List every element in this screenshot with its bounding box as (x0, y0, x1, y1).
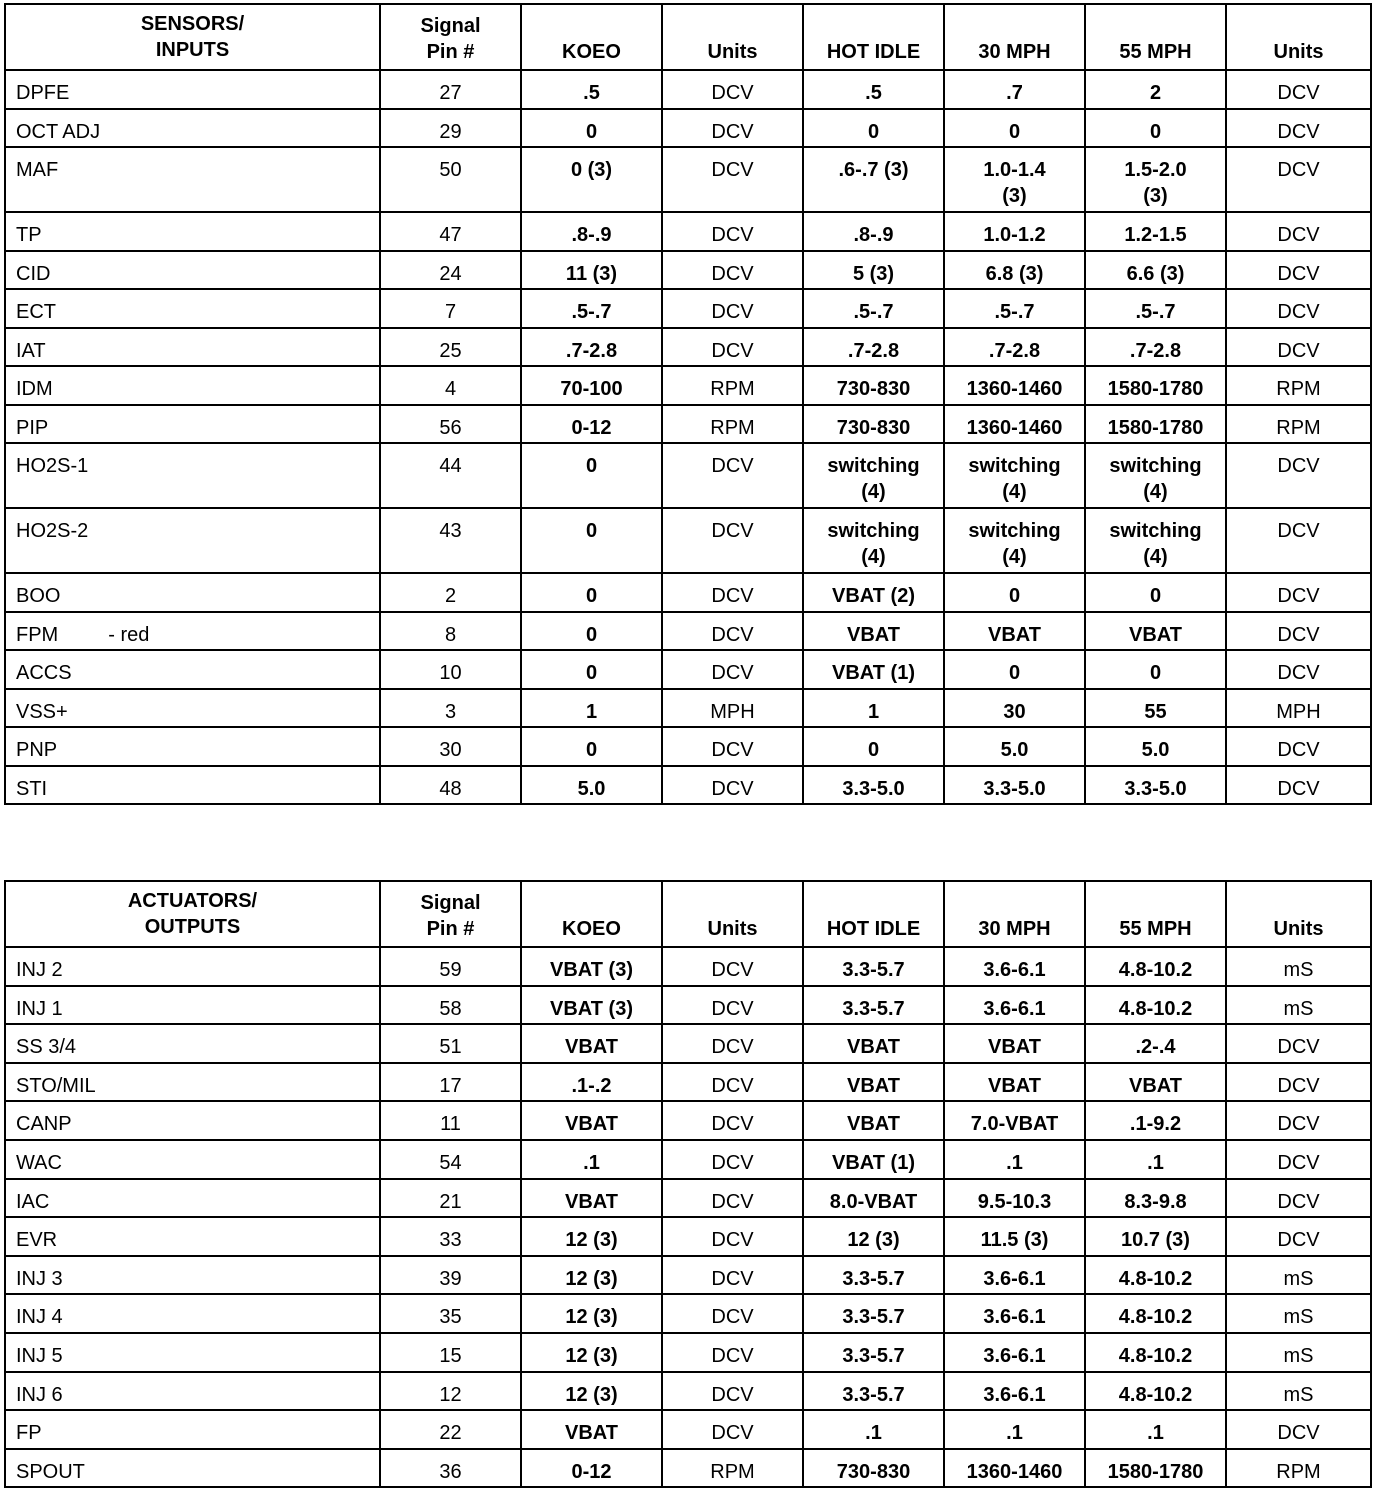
header-hot-idle: HOT IDLE (803, 4, 944, 70)
cell-units-2: RPM (1226, 405, 1371, 444)
cell-55-mph: 1580-1780 (1085, 405, 1226, 444)
cell-signal-pin: 24 (380, 251, 521, 290)
cell-units: MPH (662, 689, 803, 728)
cell-30-mph: 6.8 (3) (944, 251, 1085, 290)
header-koeo: KOEO (521, 881, 662, 947)
cell-units-2: DCV (1226, 727, 1371, 766)
cell-units: DCV (662, 212, 803, 251)
cell-name: INJ 5 (5, 1333, 380, 1372)
cell-30-mph: 3.6-6.1 (944, 1294, 1085, 1333)
cell-units-2: mS (1226, 1333, 1371, 1372)
cell-koeo: 12 (3) (521, 1372, 662, 1411)
cell-units-2: DCV (1226, 1217, 1371, 1256)
cell-units-2: DCV (1226, 573, 1371, 612)
cell-name: CANP (5, 1101, 380, 1140)
cell-koeo: 12 (3) (521, 1333, 662, 1372)
cell-koeo: VBAT (521, 1024, 662, 1063)
cell-hot-idle: VBAT (2) (803, 573, 944, 612)
table-row (5, 147, 1371, 212)
cell-30-mph: 1.0-1.2 (944, 212, 1085, 251)
table-row (5, 986, 1371, 1025)
cell-koeo: 0 (521, 612, 662, 651)
cell-units: DCV (662, 766, 803, 805)
header-units: Units (662, 881, 803, 947)
table-row (5, 612, 1371, 651)
cell-signal-pin: 59 (380, 947, 521, 986)
cell-name: BOO (5, 573, 380, 612)
cell-hot-idle: 730-830 (803, 366, 944, 405)
cell-55-mph: 3.3-5.0 (1085, 766, 1226, 805)
cell-55-mph: .5-.7 (1085, 289, 1226, 328)
cell-units-2: mS (1226, 947, 1371, 986)
cell-units: DCV (662, 1063, 803, 1102)
table-row (5, 1449, 1371, 1488)
header-55-mph: 55 MPH (1085, 4, 1226, 70)
cell-name: DPFE (5, 70, 380, 109)
actuators-outputs-table (4, 880, 1372, 1488)
cell-units-2: DCV (1226, 1063, 1371, 1102)
cell-units: RPM (662, 1449, 803, 1488)
cell-units: DCV (662, 573, 803, 612)
table-row (5, 109, 1371, 148)
cell-signal-pin: 36 (380, 1449, 521, 1488)
cell-55-mph: 5.0 (1085, 727, 1226, 766)
cell-hot-idle: .1 (803, 1410, 944, 1449)
cell-signal-pin: 39 (380, 1256, 521, 1295)
table-row (5, 443, 1371, 508)
cell-units: DCV (662, 1140, 803, 1179)
cell-name: FPM - red (5, 612, 380, 651)
cell-hot-idle: 3.3-5.7 (803, 986, 944, 1025)
cell-30-mph: 1360-1460 (944, 366, 1085, 405)
cell-55-mph: .2-.4 (1085, 1024, 1226, 1063)
header-row (5, 881, 1371, 947)
cell-hot-idle: VBAT (803, 1024, 944, 1063)
cell-signal-pin: 25 (380, 328, 521, 367)
cell-units: DCV (662, 650, 803, 689)
cell-55-mph: .1 (1085, 1410, 1226, 1449)
cell-units-2: MPH (1226, 689, 1371, 728)
cell-units: DCV (662, 289, 803, 328)
cell-koeo: 70-100 (521, 366, 662, 405)
cell-55-mph: 4.8-10.2 (1085, 1372, 1226, 1411)
header-signal-pin: Signal Pin # (380, 4, 521, 70)
cell-units-2: DCV (1226, 612, 1371, 651)
cell-units-2: DCV (1226, 650, 1371, 689)
cell-units-2: mS (1226, 1256, 1371, 1295)
cell-units: DCV (662, 443, 803, 508)
cell-units: DCV (662, 328, 803, 367)
cell-30-mph: VBAT (944, 612, 1085, 651)
table-row (5, 1063, 1371, 1102)
cell-units: DCV (662, 947, 803, 986)
cell-name: OCT ADJ (5, 109, 380, 148)
header-30-mph: 30 MPH (944, 881, 1085, 947)
cell-koeo: .8-.9 (521, 212, 662, 251)
cell-name: PIP (5, 405, 380, 444)
cell-koeo: 12 (3) (521, 1217, 662, 1256)
cell-koeo: VBAT (3) (521, 947, 662, 986)
cell-signal-pin: 29 (380, 109, 521, 148)
cell-30-mph: 3.6-6.1 (944, 1256, 1085, 1295)
cell-30-mph: 1360-1460 (944, 1449, 1085, 1488)
cell-name: SS 3/4 (5, 1024, 380, 1063)
cell-30-mph: 7.0-VBAT (944, 1101, 1085, 1140)
cell-30-mph: switching (4) (944, 508, 1085, 573)
cell-units-2: DCV (1226, 1410, 1371, 1449)
cell-units-2: DCV (1226, 147, 1371, 212)
cell-hot-idle: VBAT (803, 1101, 944, 1140)
cell-name: INJ 3 (5, 1256, 380, 1295)
cell-signal-pin: 48 (380, 766, 521, 805)
table-row (5, 947, 1371, 986)
cell-koeo: VBAT (521, 1101, 662, 1140)
cell-hot-idle: switching (4) (803, 443, 944, 508)
cell-units-2: DCV (1226, 508, 1371, 573)
table-row (5, 251, 1371, 290)
cell-name: HO2S-2 (5, 508, 380, 573)
cell-hot-idle: VBAT (803, 1063, 944, 1102)
table-row (5, 289, 1371, 328)
table-row (5, 766, 1371, 805)
cell-signal-pin: 47 (380, 212, 521, 251)
cell-30-mph: 0 (944, 650, 1085, 689)
cell-units: DCV (662, 1101, 803, 1140)
cell-signal-pin: 44 (380, 443, 521, 508)
sensors-inputs-table (4, 3, 1372, 805)
table-row (5, 1024, 1371, 1063)
cell-units: DCV (662, 1256, 803, 1295)
cell-signal-pin: 51 (380, 1024, 521, 1063)
cell-55-mph: .1 (1085, 1140, 1226, 1179)
cell-koeo: .5 (521, 70, 662, 109)
cell-units: DCV (662, 1410, 803, 1449)
table-row (5, 1179, 1371, 1218)
cell-name: STO/MIL (5, 1063, 380, 1102)
cell-55-mph: .1-9.2 (1085, 1101, 1226, 1140)
cell-koeo: 0 (521, 443, 662, 508)
cell-units: DCV (662, 1024, 803, 1063)
cell-hot-idle: 8.0-VBAT (803, 1179, 944, 1218)
cell-30-mph: 1.0-1.4 (3) (944, 147, 1085, 212)
cell-signal-pin: 35 (380, 1294, 521, 1333)
cell-units: DCV (662, 1217, 803, 1256)
table-row (5, 1410, 1371, 1449)
cell-signal-pin: 15 (380, 1333, 521, 1372)
cell-koeo: .1 (521, 1140, 662, 1179)
cell-hot-idle: .8-.9 (803, 212, 944, 251)
cell-55-mph: VBAT (1085, 612, 1226, 651)
cell-30-mph: 5.0 (944, 727, 1085, 766)
cell-hot-idle: .5 (803, 70, 944, 109)
cell-units-2: mS (1226, 986, 1371, 1025)
cell-55-mph: 0 (1085, 573, 1226, 612)
cell-units-2: DCV (1226, 251, 1371, 290)
cell-signal-pin: 11 (380, 1101, 521, 1140)
cell-koeo: 0 (3) (521, 147, 662, 212)
cell-units-2: DCV (1226, 70, 1371, 109)
table-row (5, 1140, 1371, 1179)
header-55-mph: 55 MPH (1085, 881, 1226, 947)
cell-hot-idle: 1 (803, 689, 944, 728)
cell-units: DCV (662, 251, 803, 290)
cell-koeo: VBAT (3) (521, 986, 662, 1025)
cell-units: RPM (662, 366, 803, 405)
table-row (5, 328, 1371, 367)
cell-hot-idle: .5-.7 (803, 289, 944, 328)
cell-koeo: .1-.2 (521, 1063, 662, 1102)
cell-koeo: 0 (521, 727, 662, 766)
header-hot-idle: HOT IDLE (803, 881, 944, 947)
cell-signal-pin: 4 (380, 366, 521, 405)
cell-units-2: mS (1226, 1294, 1371, 1333)
cell-signal-pin: 22 (380, 1410, 521, 1449)
table-row (5, 1101, 1371, 1140)
cell-name: ECT (5, 289, 380, 328)
cell-hot-idle: 730-830 (803, 1449, 944, 1488)
cell-hot-idle: switching (4) (803, 508, 944, 573)
cell-koeo: 5.0 (521, 766, 662, 805)
cell-30-mph: .7-2.8 (944, 328, 1085, 367)
cell-hot-idle: 3.3-5.7 (803, 947, 944, 986)
cell-55-mph: 4.8-10.2 (1085, 986, 1226, 1025)
cell-signal-pin: 8 (380, 612, 521, 651)
cell-units-2: DCV (1226, 1179, 1371, 1218)
table-row (5, 573, 1371, 612)
table-row (5, 1217, 1371, 1256)
cell-hot-idle: 3.3-5.7 (803, 1372, 944, 1411)
cell-55-mph: 2 (1085, 70, 1226, 109)
table-row (5, 508, 1371, 573)
cell-signal-pin: 17 (380, 1063, 521, 1102)
cell-name: IDM (5, 366, 380, 405)
cell-30-mph: switching (4) (944, 443, 1085, 508)
cell-30-mph: VBAT (944, 1063, 1085, 1102)
cell-55-mph: 4.8-10.2 (1085, 1333, 1226, 1372)
table-row (5, 1333, 1371, 1372)
cell-55-mph: 4.8-10.2 (1085, 1294, 1226, 1333)
cell-hot-idle: 12 (3) (803, 1217, 944, 1256)
cell-30-mph: .7 (944, 70, 1085, 109)
cell-55-mph: switching (4) (1085, 443, 1226, 508)
cell-signal-pin: 56 (380, 405, 521, 444)
cell-name: PNP (5, 727, 380, 766)
cell-units: DCV (662, 986, 803, 1025)
cell-signal-pin: 21 (380, 1179, 521, 1218)
header-units: Units (662, 4, 803, 70)
table-row (5, 212, 1371, 251)
cell-units-2: DCV (1226, 212, 1371, 251)
cell-hot-idle: 3.3-5.7 (803, 1333, 944, 1372)
cell-55-mph: 1580-1780 (1085, 1449, 1226, 1488)
cell-hot-idle: 730-830 (803, 405, 944, 444)
cell-koeo: .5-.7 (521, 289, 662, 328)
cell-koeo: .7-2.8 (521, 328, 662, 367)
cell-55-mph: 0 (1085, 109, 1226, 148)
cell-name: INJ 4 (5, 1294, 380, 1333)
cell-30-mph: 3.6-6.1 (944, 947, 1085, 986)
cell-koeo: 0-12 (521, 405, 662, 444)
cell-koeo: 0 (521, 109, 662, 148)
cell-signal-pin: 54 (380, 1140, 521, 1179)
cell-name: STI (5, 766, 380, 805)
cell-units-2: DCV (1226, 289, 1371, 328)
cell-name: IAC (5, 1179, 380, 1218)
cell-30-mph: 11.5 (3) (944, 1217, 1085, 1256)
cell-signal-pin: 58 (380, 986, 521, 1025)
cell-name: INJ 1 (5, 986, 380, 1025)
cell-30-mph: 30 (944, 689, 1085, 728)
cell-hot-idle: 0 (803, 727, 944, 766)
cell-30-mph: 3.6-6.1 (944, 1333, 1085, 1372)
cell-units-2: DCV (1226, 109, 1371, 148)
cell-55-mph: 1580-1780 (1085, 366, 1226, 405)
cell-30-mph: 0 (944, 109, 1085, 148)
cell-units-2: mS (1226, 1372, 1371, 1411)
cell-units: DCV (662, 508, 803, 573)
cell-units-2: DCV (1226, 443, 1371, 508)
table-row (5, 727, 1371, 766)
table-row (5, 650, 1371, 689)
cell-hot-idle: 0 (803, 109, 944, 148)
cell-units-2: DCV (1226, 328, 1371, 367)
cell-units: DCV (662, 1294, 803, 1333)
cell-name: MAF (5, 147, 380, 212)
cell-signal-pin: 27 (380, 70, 521, 109)
cell-signal-pin: 10 (380, 650, 521, 689)
cell-30-mph: .1 (944, 1410, 1085, 1449)
cell-units-2: RPM (1226, 1449, 1371, 1488)
cell-hot-idle: 3.3-5.7 (803, 1294, 944, 1333)
cell-signal-pin: 3 (380, 689, 521, 728)
cell-30-mph: .1 (944, 1140, 1085, 1179)
header-koeo: KOEO (521, 4, 662, 70)
table-row (5, 405, 1371, 444)
cell-signal-pin: 43 (380, 508, 521, 573)
cell-units-2: DCV (1226, 766, 1371, 805)
cell-name: WAC (5, 1140, 380, 1179)
cell-hot-idle: VBAT (1) (803, 1140, 944, 1179)
cell-units-2: DCV (1226, 1101, 1371, 1140)
header-30-mph: 30 MPH (944, 4, 1085, 70)
cell-name: IAT (5, 328, 380, 367)
cell-units-2: DCV (1226, 1140, 1371, 1179)
cell-hot-idle: 3.3-5.7 (803, 1256, 944, 1295)
cell-55-mph: 10.7 (3) (1085, 1217, 1226, 1256)
table-row (5, 1256, 1371, 1295)
table-row (5, 70, 1371, 109)
cell-30-mph: VBAT (944, 1024, 1085, 1063)
cell-name: CID (5, 251, 380, 290)
cell-units: DCV (662, 612, 803, 651)
cell-name: INJ 2 (5, 947, 380, 986)
cell-hot-idle: 5 (3) (803, 251, 944, 290)
cell-units: RPM (662, 405, 803, 444)
cell-55-mph: 4.8-10.2 (1085, 1256, 1226, 1295)
header-name: SENSORS/ INPUTS (5, 4, 380, 70)
cell-hot-idle: VBAT (1) (803, 650, 944, 689)
cell-55-mph: 1.5-2.0 (3) (1085, 147, 1226, 212)
cell-units-2: RPM (1226, 366, 1371, 405)
table-row (5, 366, 1371, 405)
cell-name: TP (5, 212, 380, 251)
cell-55-mph: 6.6 (3) (1085, 251, 1226, 290)
cell-55-mph: .7-2.8 (1085, 328, 1226, 367)
cell-name: FP (5, 1410, 380, 1449)
cell-koeo: 0-12 (521, 1449, 662, 1488)
cell-units: DCV (662, 1372, 803, 1411)
cell-units: DCV (662, 727, 803, 766)
cell-55-mph: switching (4) (1085, 508, 1226, 573)
cell-koeo: VBAT (521, 1410, 662, 1449)
cell-koeo: 0 (521, 650, 662, 689)
cell-30-mph: .5-.7 (944, 289, 1085, 328)
cell-signal-pin: 33 (380, 1217, 521, 1256)
cell-hot-idle: .6-.7 (3) (803, 147, 944, 212)
cell-name: ACCS (5, 650, 380, 689)
cell-koeo: 1 (521, 689, 662, 728)
cell-units: DCV (662, 109, 803, 148)
header-name: ACTUATORS/ OUTPUTS (5, 881, 380, 947)
cell-koeo: 0 (521, 508, 662, 573)
cell-koeo: 11 (3) (521, 251, 662, 290)
cell-name: INJ 6 (5, 1372, 380, 1411)
cell-name: HO2S-1 (5, 443, 380, 508)
cell-hot-idle: .7-2.8 (803, 328, 944, 367)
cell-koeo: 0 (521, 573, 662, 612)
table-row (5, 1372, 1371, 1411)
table-row (5, 689, 1371, 728)
table-row (5, 1294, 1371, 1333)
cell-name: EVR (5, 1217, 380, 1256)
cell-30-mph: 3.6-6.1 (944, 986, 1085, 1025)
header-row (5, 4, 1371, 70)
header-signal-pin: Signal Pin # (380, 881, 521, 947)
cell-30-mph: 3.3-5.0 (944, 766, 1085, 805)
cell-hot-idle: VBAT (803, 612, 944, 651)
cell-koeo: VBAT (521, 1179, 662, 1218)
cell-units-2: DCV (1226, 1024, 1371, 1063)
header-units-2: Units (1226, 881, 1371, 947)
cell-signal-pin: 12 (380, 1372, 521, 1411)
cell-signal-pin: 7 (380, 289, 521, 328)
cell-30-mph: 1360-1460 (944, 405, 1085, 444)
cell-55-mph: VBAT (1085, 1063, 1226, 1102)
cell-55-mph: 1.2-1.5 (1085, 212, 1226, 251)
cell-name: SPOUT (5, 1449, 380, 1488)
cell-55-mph: 55 (1085, 689, 1226, 728)
header-units-2: Units (1226, 4, 1371, 70)
cell-55-mph: 0 (1085, 650, 1226, 689)
cell-55-mph: 8.3-9.8 (1085, 1179, 1226, 1218)
cell-units: DCV (662, 1179, 803, 1218)
cell-30-mph: 3.6-6.1 (944, 1372, 1085, 1411)
cell-koeo: 12 (3) (521, 1294, 662, 1333)
cell-30-mph: 9.5-10.3 (944, 1179, 1085, 1218)
cell-units: DCV (662, 147, 803, 212)
cell-units: DCV (662, 70, 803, 109)
cell-signal-pin: 2 (380, 573, 521, 612)
cell-koeo: 12 (3) (521, 1256, 662, 1295)
cell-30-mph: 0 (944, 573, 1085, 612)
cell-signal-pin: 50 (380, 147, 521, 212)
cell-signal-pin: 30 (380, 727, 521, 766)
cell-units: DCV (662, 1333, 803, 1372)
cell-hot-idle: 3.3-5.0 (803, 766, 944, 805)
cell-55-mph: 4.8-10.2 (1085, 947, 1226, 986)
cell-name: VSS+ (5, 689, 380, 728)
